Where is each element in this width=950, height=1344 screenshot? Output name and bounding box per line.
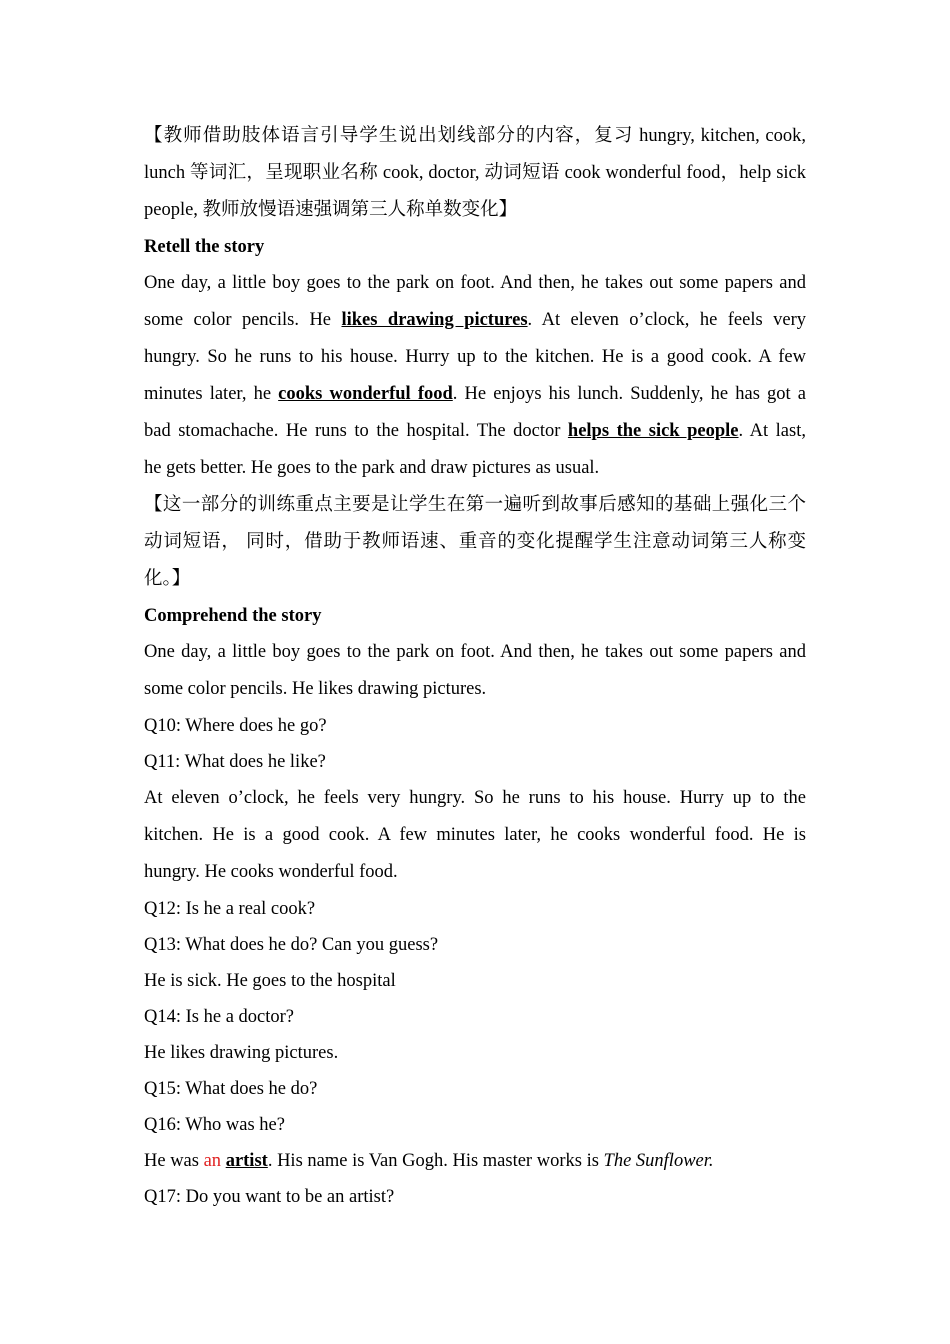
comprehend-paragraph-line: some color pencils. He likes drawing pictures. — [144, 679, 487, 699]
question-q17: Q17: Do you want to be an artist? — [144, 1187, 395, 1207]
teacher-note-line: 动词短语， 同时，借助于教师语速、重音的变化提醒学生注意动词第三人称变 — [144, 532, 806, 552]
section-heading-comprehend: Comprehend the story — [144, 606, 322, 626]
question-q16: Q16: Who was he? — [144, 1115, 285, 1135]
statement-artist-line — [144, 1143, 806, 1179]
key-word-artist: artist — [225, 1151, 268, 1171]
retell-paragraph-line: One day, a little boy goes to the park on foot. And then, he takes out some papers and — [144, 273, 806, 293]
question-q15: Q15: What does he do? — [144, 1079, 318, 1099]
teacher-note-line: 化。】 — [144, 569, 191, 589]
teacher-note-line: 【这一部分的训练重点主要是让学生在第一遍听到故事后感知的基础上强化三个 — [144, 495, 806, 515]
retell-paragraph-line — [144, 376, 806, 413]
retell-paragraph-line — [144, 302, 806, 339]
retell-paragraph-line — [144, 413, 806, 450]
comprehend-paragraph-line: At eleven o’clock, he feels very hungry. So he runs to his house. Hurry up to the — [144, 788, 806, 808]
document-page — [144, 118, 806, 1215]
question-q14: Q14: Is he a doctor? — [144, 1007, 295, 1027]
question-q10: Q10: Where does he go? — [144, 716, 327, 736]
key-phrase-cooks-wonderful-food: cooks wonderful food — [278, 384, 453, 404]
text-span: minutes later, he — [144, 384, 279, 404]
text-span: . He enjoys his lunch. Suddenly, he has got a — [452, 384, 806, 404]
retell-paragraph-line: hungry. So he runs to his house. Hurry up to the kitchen. He is a good cook. A few — [144, 347, 806, 367]
artwork-title: The Sunflower. — [603, 1151, 714, 1171]
question-q13: Q13: What does he do? Can you guess? — [144, 935, 439, 955]
question-q12: Q12: Is he a real cook? — [144, 899, 316, 919]
comprehend-paragraph-line: kitchen. He is a good cook. A few minutes later, he cooks wonderful food. He is — [144, 825, 806, 845]
key-phrase-helps-the-sick-people: helps the sick people — [567, 421, 739, 441]
article-an-red: an — [203, 1151, 222, 1171]
text-span: He was — [144, 1151, 204, 1171]
teacher-note-line: people, 教师放慢语速强调第三人称单数变化】 — [144, 200, 518, 220]
statement-line: He is sick. He goes to the hospital — [144, 971, 396, 991]
text-span: . At last, — [738, 421, 806, 441]
text-span: . His name is Van Gogh. His master works is — [267, 1151, 604, 1171]
question-q11: Q11: What does he like? — [144, 752, 326, 772]
text-span: some color pencils. He — [144, 310, 342, 330]
teacher-note-line: 【教师借助肢体语言引导学生说出划线部分的内容，复习 hungry, kitchen, cook, — [144, 126, 806, 146]
key-phrase-likes-drawing-pictures: likes drawing pictures — [341, 310, 528, 330]
text-span: . At eleven o’clock, he feels very — [527, 310, 806, 330]
retell-paragraph-line: he gets better. He goes to the park and draw pictures as usual. — [144, 458, 600, 478]
comprehend-paragraph-line: hungry. He cooks wonderful food. — [144, 862, 398, 882]
section-heading-retell: Retell the story — [144, 237, 265, 257]
statement-line: He likes drawing pictures. — [144, 1043, 339, 1063]
text-span: bad stomachache. He runs to the hospital. The doctor — [144, 421, 568, 441]
comprehend-paragraph-line: One day, a little boy goes to the park on foot. And then, he takes out some papers and — [144, 642, 806, 662]
teacher-note-line: lunch 等词汇，呈现职业名称 cook, doctor, 动词短语 cook wonderful food，help sick — [144, 163, 806, 183]
